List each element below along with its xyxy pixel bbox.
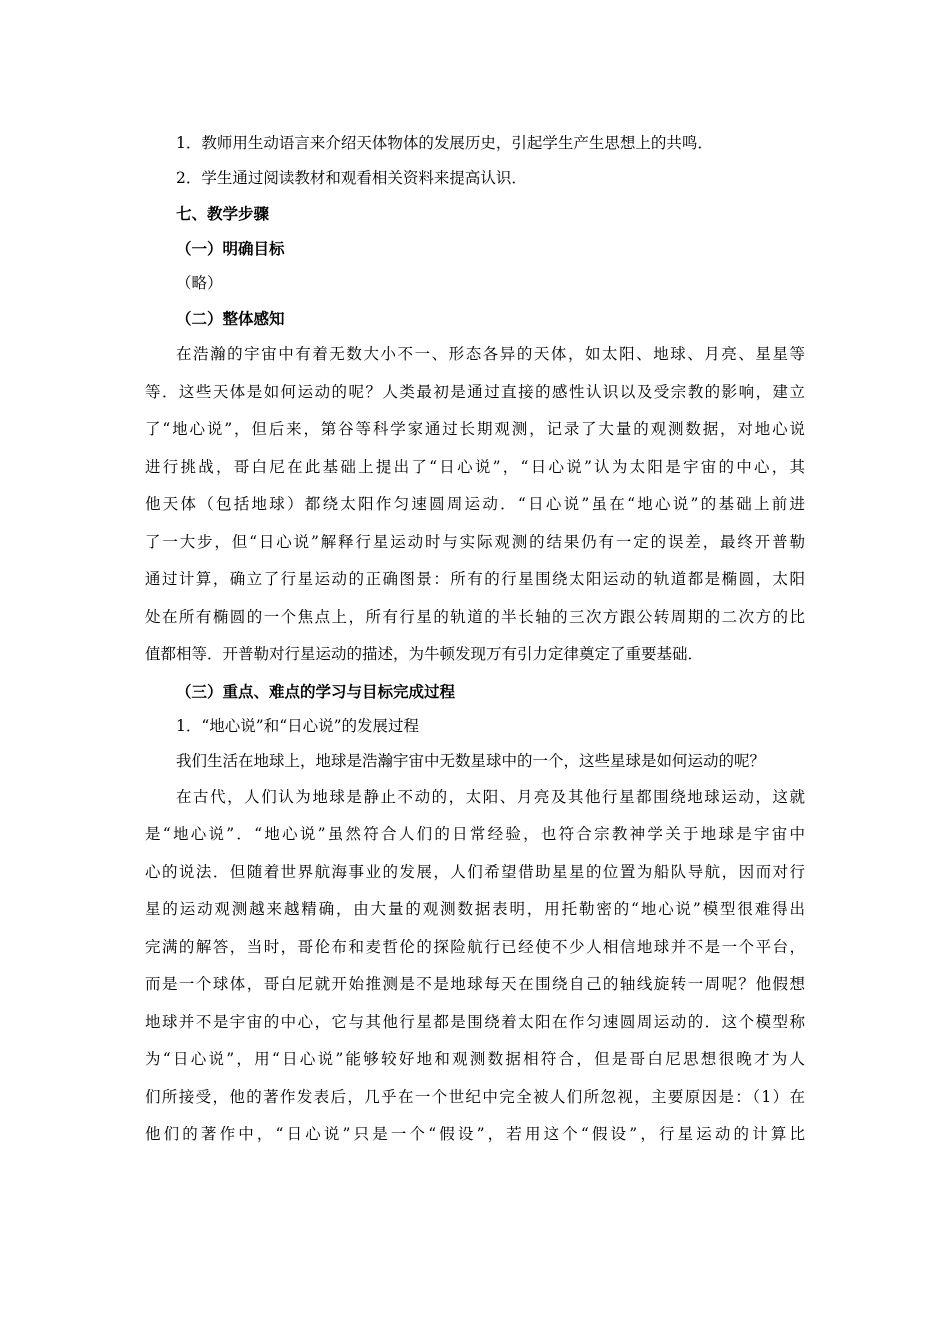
paragraph-line: 完满的解答，当时，哥伦布和麦哲伦的探险航行已经使不少人相信地球并不是一个平台，: [145, 937, 805, 956]
paragraph-line: 了“地心说”，但后来，第谷等科学家通过长期观测，记录了大量的观测数据，对地心说: [145, 420, 805, 438]
section-heading-teaching-steps: 七、教学步骤: [176, 204, 270, 223]
subsection-heading-overall-perception: （二）整体感知: [176, 309, 285, 328]
paragraph-line: 地球并不是宇宙的中心，它与其他行星都是围绕着太阳在作匀速圆周运动的．这个模型称: [145, 1012, 805, 1031]
paragraph-line: 为“日心说”，用“日心说”能够较好地和观测数据相符合，但是哥白尼思想很晚才为人: [145, 1050, 805, 1068]
paragraph-line: 在古代，人们认为地球是静止不动的，太阳、月亮及其他行星都围绕地球运动，这就: [176, 787, 805, 806]
subsection-heading-key-points: （三）重点、难点的学习与目标完成过程: [176, 681, 456, 701]
paragraph-line: 他天体（包括地球）都绕太阳作匀速圆周运动．“日心说”虽在“地心说”的基础上前进: [145, 495, 805, 513]
paragraph-line: 等．这些天体是如何运动的呢？人类最初是通过直接的感性认识以及受宗教的影响，建立: [145, 382, 805, 401]
paragraph-line: 们所接受，他的著作发表后，几乎在一个世纪中完全被人们所忽视，主要原因是：（1）在: [145, 1087, 805, 1106]
item-geocentric-heliocentric: 1．“地心说”和“日心说”的发展过程: [176, 716, 420, 735]
paragraph-line: 心的说法．但随着世界航海事业的发展，人们希望借助星星的位置为船队导航，因而对行: [145, 862, 805, 881]
list-item-2: 2．学生通过阅读教材和观看相关资料来提高认识．: [176, 169, 527, 187]
paragraph-line: 在浩瀚的宇宙中有着无数大小不一、形态各异的天体，如太阳、地球、月亮、星星等: [176, 345, 805, 363]
subsection-goals-text: （略）: [176, 274, 223, 292]
paragraph-line: 星的运动观测越来越精确，由大量的观测数据表明，用托勒密的“地心说”模型很难得出: [145, 900, 805, 918]
paragraph-line: 进行挑战，哥白尼在此基础上提出了“日心说”，“日心说”认为太阳是宇宙的中心，其: [145, 457, 805, 476]
document-body: [145, 126, 805, 1154]
paragraph-history: [145, 779, 805, 1154]
list-item-1: 1．教师用生动语言来介绍天体物体的发展历史，引起学生产生思想上的共鸣．: [176, 134, 713, 152]
paragraph-line: 他们的著作中，“日心说”只是一个“假设”，若用这个“假设”，行星运动的计算比: [145, 1125, 805, 1143]
paragraph-line: 处在所有椭圆的一个焦点上，所有行星的轨道的半长轴的三次方跟公转周期的二次方的比: [145, 607, 805, 626]
paragraph-overall-perception: [145, 336, 805, 674]
paragraph-line: 是“地心说”．“地心说”虽然符合人们的日常经验，也符合宗教神学关于地球是宇宙中: [145, 825, 805, 843]
paragraph-line: 了一大步，但“日心说”解释行星运动时与实际观测的结果仍有一定的误差，最终开普勒: [145, 532, 805, 551]
question-line: 我们生活在地球上，地球是浩瀚宇宙中无数星球中的一个，这些星球是如何运动的呢？: [176, 751, 766, 770]
paragraph-line: 而是一个球体，哥白尼就开始推测是不是地球每天在围绕自己的轴线旋转一周呢？他假想: [145, 975, 805, 993]
subsection-heading-goals: （一）明确目标: [176, 239, 285, 258]
paragraph-line: 值都相等．开普勒对行星运动的描述，为牛顿发现万有引力定律奠定了重要基础．: [145, 645, 704, 663]
paragraph-line: 通过计算，确立了行星运动的正确图景：所有的行星围绕太阳运动的轨道都是椭圆，太阳: [145, 570, 805, 588]
